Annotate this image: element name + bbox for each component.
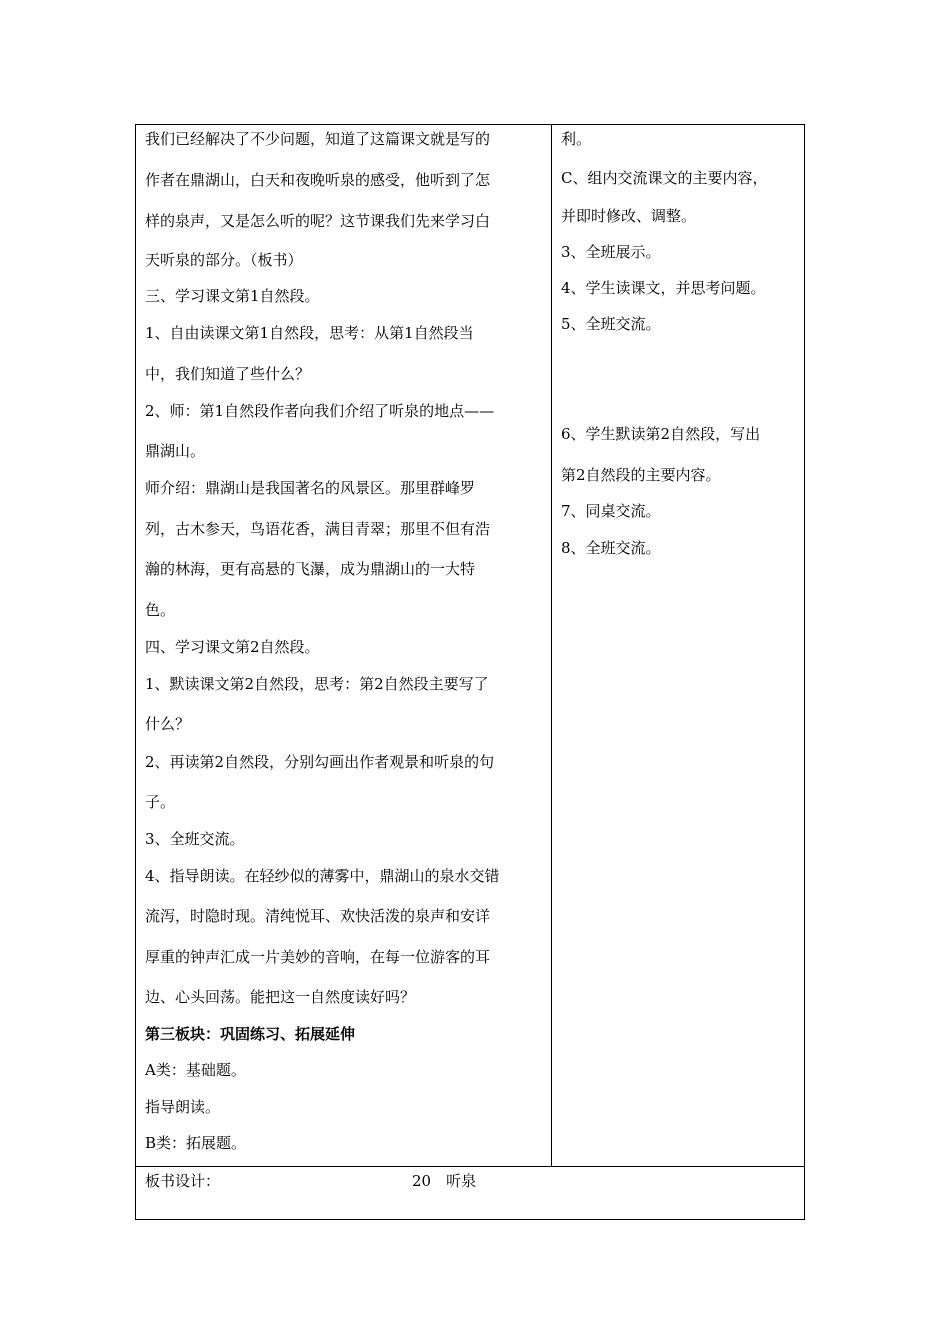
text-line: 边、心头回荡。能把这一自然度读好吗？ bbox=[145, 988, 416, 1006]
text-line: 5、全班交流。 bbox=[561, 315, 661, 333]
text-line: 3、全班展示。 bbox=[561, 243, 661, 261]
text-line: 利。 bbox=[561, 130, 592, 148]
text-line: 第2自然段的主要内容。 bbox=[561, 466, 721, 484]
text-line: 色。 bbox=[145, 601, 176, 619]
text-line: 师介绍：鼎湖山是我国著名的风景区。那里群峰罗 bbox=[145, 479, 476, 497]
text-line: 8、全班交流。 bbox=[561, 539, 661, 557]
text-line: 作者在鼎湖山，白天和夜晚听泉的感受，他听到了怎 bbox=[145, 171, 491, 189]
text-line: 6、学生默读第2自然段，写出 bbox=[561, 425, 761, 443]
text-line: 厚重的钟声汇成一片美妙的音响，在每一位游客的耳 bbox=[145, 948, 491, 966]
text-line: 2、师：第1自然段作者向我们介绍了听泉的地点—— bbox=[145, 402, 495, 420]
lesson-plan-table bbox=[135, 124, 805, 1220]
text-line: 列，古木参天，鸟语花香，满目青翠；那里不但有浩 bbox=[145, 520, 491, 538]
text-line: 流泻，时隐时现。清纯悦耳、欢快活泼的泉声和安详 bbox=[145, 907, 491, 925]
section-heading: 四、学习课文第2自然段。 bbox=[145, 638, 320, 656]
text-line: 样的泉声，又是怎么听的呢？这节课我们先来学习白 bbox=[145, 212, 491, 230]
text-line: 1、自由读课文第1自然段，思考：从第1自然段当 bbox=[145, 324, 474, 342]
text-line: A类：基础题。 bbox=[145, 1061, 246, 1079]
text-line: 天听泉的部分。（板书） bbox=[145, 251, 303, 269]
board-design-label: 板书设计： bbox=[145, 1172, 221, 1190]
text-line: 子。 bbox=[145, 793, 176, 811]
text-line: 鼎湖山。 bbox=[145, 442, 206, 460]
section-heading: 三、学习课文第1自然段。 bbox=[145, 287, 320, 305]
text-line: 我们已经解决了不少问题，知道了这篇课文就是写的 bbox=[145, 130, 491, 148]
text-line: 2、再读第2自然段，分别勾画出作者观景和听泉的句 bbox=[145, 753, 495, 771]
text-line: 7、同桌交流。 bbox=[561, 502, 661, 520]
text-line: 瀚的林海，更有高悬的飞瀑，成为鼎湖山的一大特 bbox=[145, 560, 476, 578]
text-line: 1、默读课文第2自然段，思考：第2自然段主要写了 bbox=[145, 675, 489, 693]
block-heading: 第三板块：巩固练习、拓展延伸 bbox=[145, 1025, 356, 1043]
board-design-row bbox=[136, 1166, 804, 1219]
text-line: 什么？ bbox=[145, 715, 191, 733]
text-line: 4、学生读课文，并思考问题。 bbox=[561, 279, 766, 297]
text-line: 中，我们知道了些什么？ bbox=[145, 365, 311, 383]
text-line: 并即时修改、调整。 bbox=[561, 207, 697, 225]
text-line: C、组内交流课文的主要内容， bbox=[561, 169, 768, 187]
student-activity-cell bbox=[552, 125, 804, 1166]
text-line: B类：拓展题。 bbox=[145, 1134, 247, 1152]
text-line: 3、全班交流。 bbox=[145, 830, 245, 848]
board-design-title: 20 听泉 bbox=[412, 1172, 477, 1190]
text-line: 4、指导朗读。在轻纱似的薄雾中，鼎湖山的泉水交错 bbox=[145, 867, 500, 885]
text-line: 指导朗读。 bbox=[145, 1098, 221, 1116]
teacher-activity-cell bbox=[136, 125, 552, 1166]
